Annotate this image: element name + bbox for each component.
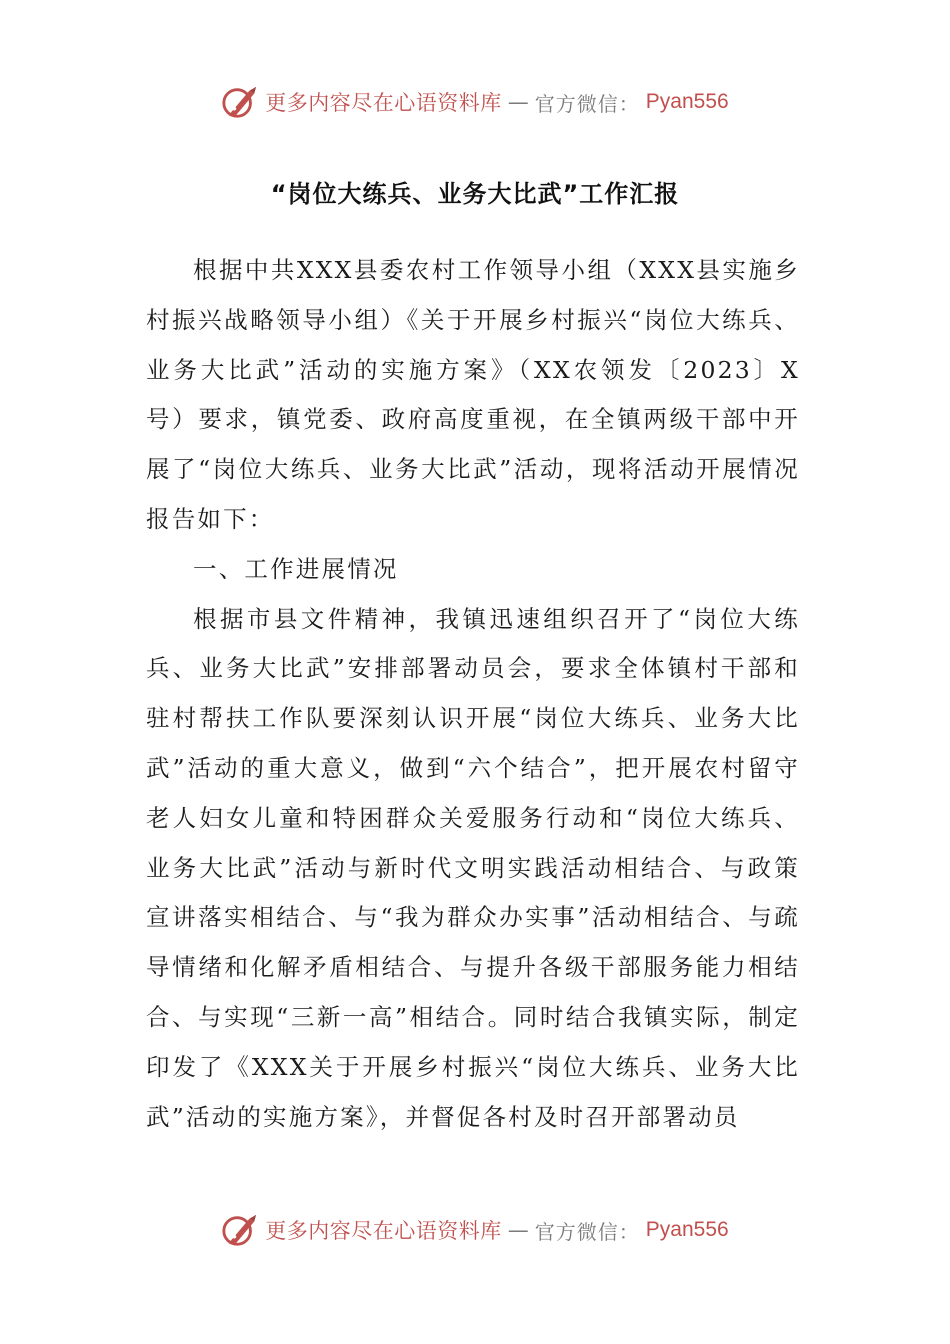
paragraph-progress: 根据市县文件精神，我镇迅速组织召开了“岗位大练兵、业务大比武”安排部署动员会，要求全体镇村干部和驻村帮扶工作队要深刻认识开展“岗位大练兵、业务大比武”活动的重大意义，做到“六个结合”，把开展农村留守老人妇女儿童和特困群众关爱服务行动和“岗位大练兵、业务大比武”活动与新时代文明实践活动相结合、与政策宣讲落实相结合、与“我为群众办实事”活动相结合、与疏导情绪和化解矛盾相结合、与提升各级干部服务能力相结合、与实现“三新一高”相结合。同时结合我镇实际，制定印发了《XXX关于开展乡村振兴“岗位大练兵、业务大比武”活动的实施方案》，并督促各村及时召开部署动员 [146,604,800,1131]
banner-separator: — [507,90,529,114]
banner-wechat-id: Pyan556 [645,1218,729,1241]
paragraph-intro: 根据中共XXX县委农村工作领导小组（XXX县实施乡村振兴战略领导小组）《关于开展乡村振兴“岗位大练兵、业务大比武”活动的实施方案》（XX农领发〔2023〕X号）要求，镇党委、政府高度重视，在全镇两级干部中开展了“岗位大练兵、业务大比武”活动，现将活动开展情况报告如下： [146,256,800,533]
document-body [146,246,800,1142]
header-banner [0,80,950,124]
pen-nib-circle-icon [221,1211,259,1249]
document-title: “岗位大练兵、业务大比武”工作汇报 [270,180,680,208]
banner-separator: — [507,1218,529,1242]
footer-banner [0,1208,950,1252]
banner-official-label: 官方微信： [534,1219,640,1244]
banner-text: 更多内容尽在心语资料库 [265,1219,502,1243]
pen-nib-circle-icon [221,83,259,121]
banner-wechat-id: Pyan556 [645,90,729,113]
banner-text: 更多内容尽在心语资料库 [265,91,502,115]
section-heading: 一、工作进展情况 [193,554,399,583]
banner-official-label: 官方微信： [534,91,640,116]
